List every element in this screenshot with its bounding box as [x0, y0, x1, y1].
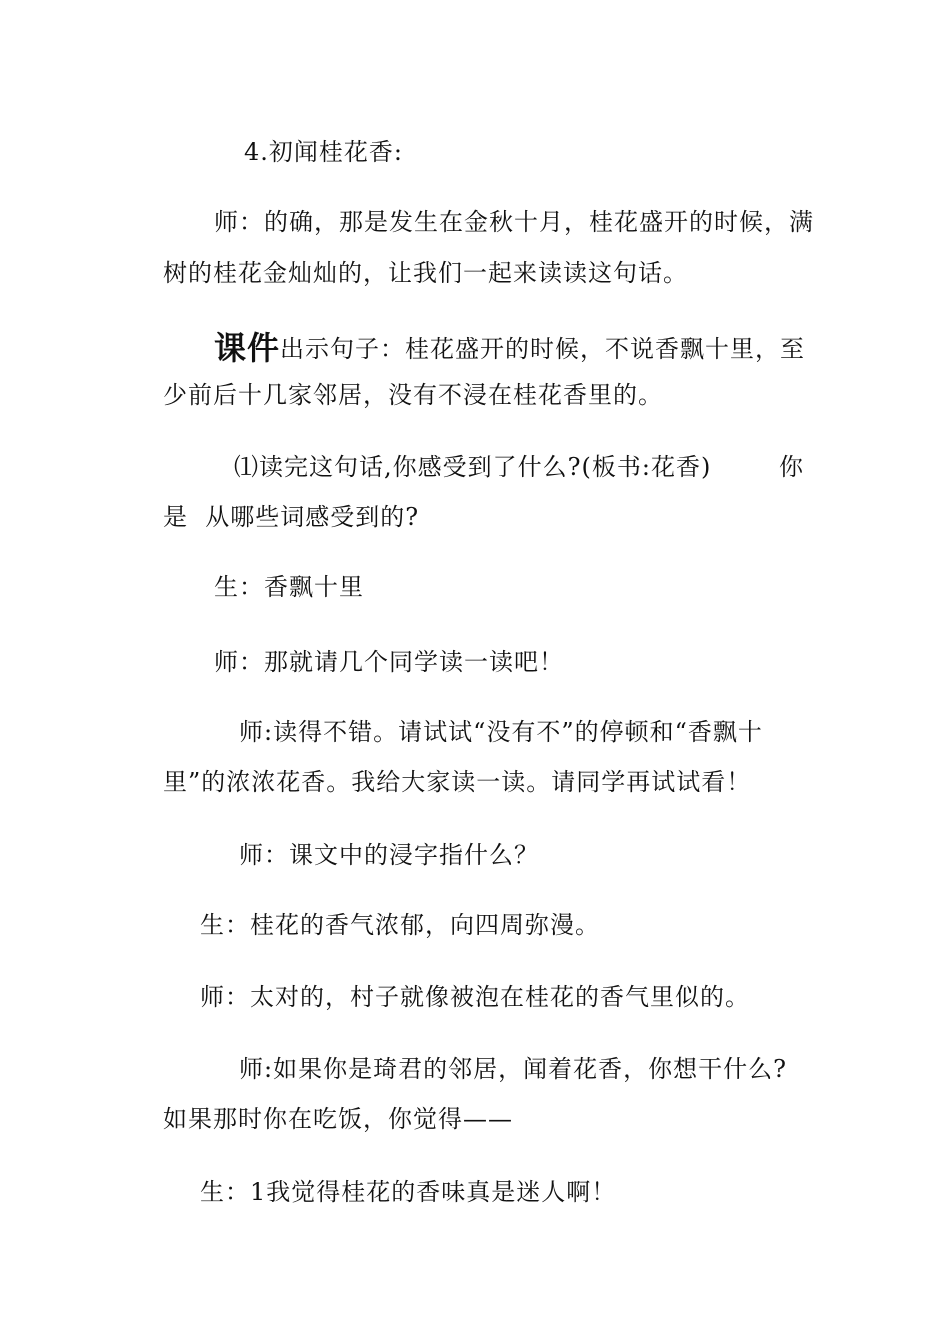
student-answer-1: 生：香飘十里 — [214, 573, 364, 601]
teacher-line-6-part-1: 师:如果你是琦君的邻居，闻着花香，你想干什么? — [239, 1055, 787, 1083]
paragraph-teacher-1-line-1: 师：的确，那是发生在金秋十月，桂花盛开的时候，满 — [214, 208, 814, 236]
question-line-2: 是 从哪些词感受到的? — [163, 503, 420, 531]
question-text-end: 你 — [779, 453, 804, 481]
student-answer-3: 生：1我觉得桂花的香味真是迷人啊！ — [200, 1178, 617, 1206]
student-answer-2: 生：桂花的香气浓郁，向四周弥漫。 — [200, 911, 600, 939]
section-heading: 4.初闻桂花香: — [244, 138, 403, 166]
courseware-text: 出示句子：桂花盛开的时候，不说香飘十里，至 — [280, 335, 806, 363]
teacher-line-6-part-2: 如果那时你在吃饭，你觉得—— — [163, 1105, 513, 1133]
teacher-line-3-part-1: 师:读得不错。请试试“没有不”的停顿和“香飘十 — [239, 718, 763, 746]
courseware-paragraph-line-1 — [214, 331, 805, 366]
question-text: ⑴读完这句话,你感受到了什么?(板书:花香) — [234, 453, 712, 481]
teacher-line-5: 师：太对的，村子就像被泡在桂花的香气里似的。 — [200, 983, 750, 1011]
teacher-line-4: 师：课文中的浸字指什么？ — [239, 841, 539, 869]
teacher-line-3-part-2: 里”的浓浓花香。我给大家读一读。请同学再试试看！ — [163, 768, 752, 796]
courseware-label: 课件 — [214, 329, 281, 367]
courseware-paragraph-line-2: 少前后十几家邻居，没有不浸在桂花香里的。 — [163, 381, 663, 409]
teacher-line-2: 师：那就请几个同学读一读吧！ — [214, 648, 564, 676]
question-line-1 — [234, 450, 804, 484]
paragraph-teacher-1-line-2: 树的桂花金灿灿的，让我们一起来读读这句话。 — [163, 259, 688, 287]
